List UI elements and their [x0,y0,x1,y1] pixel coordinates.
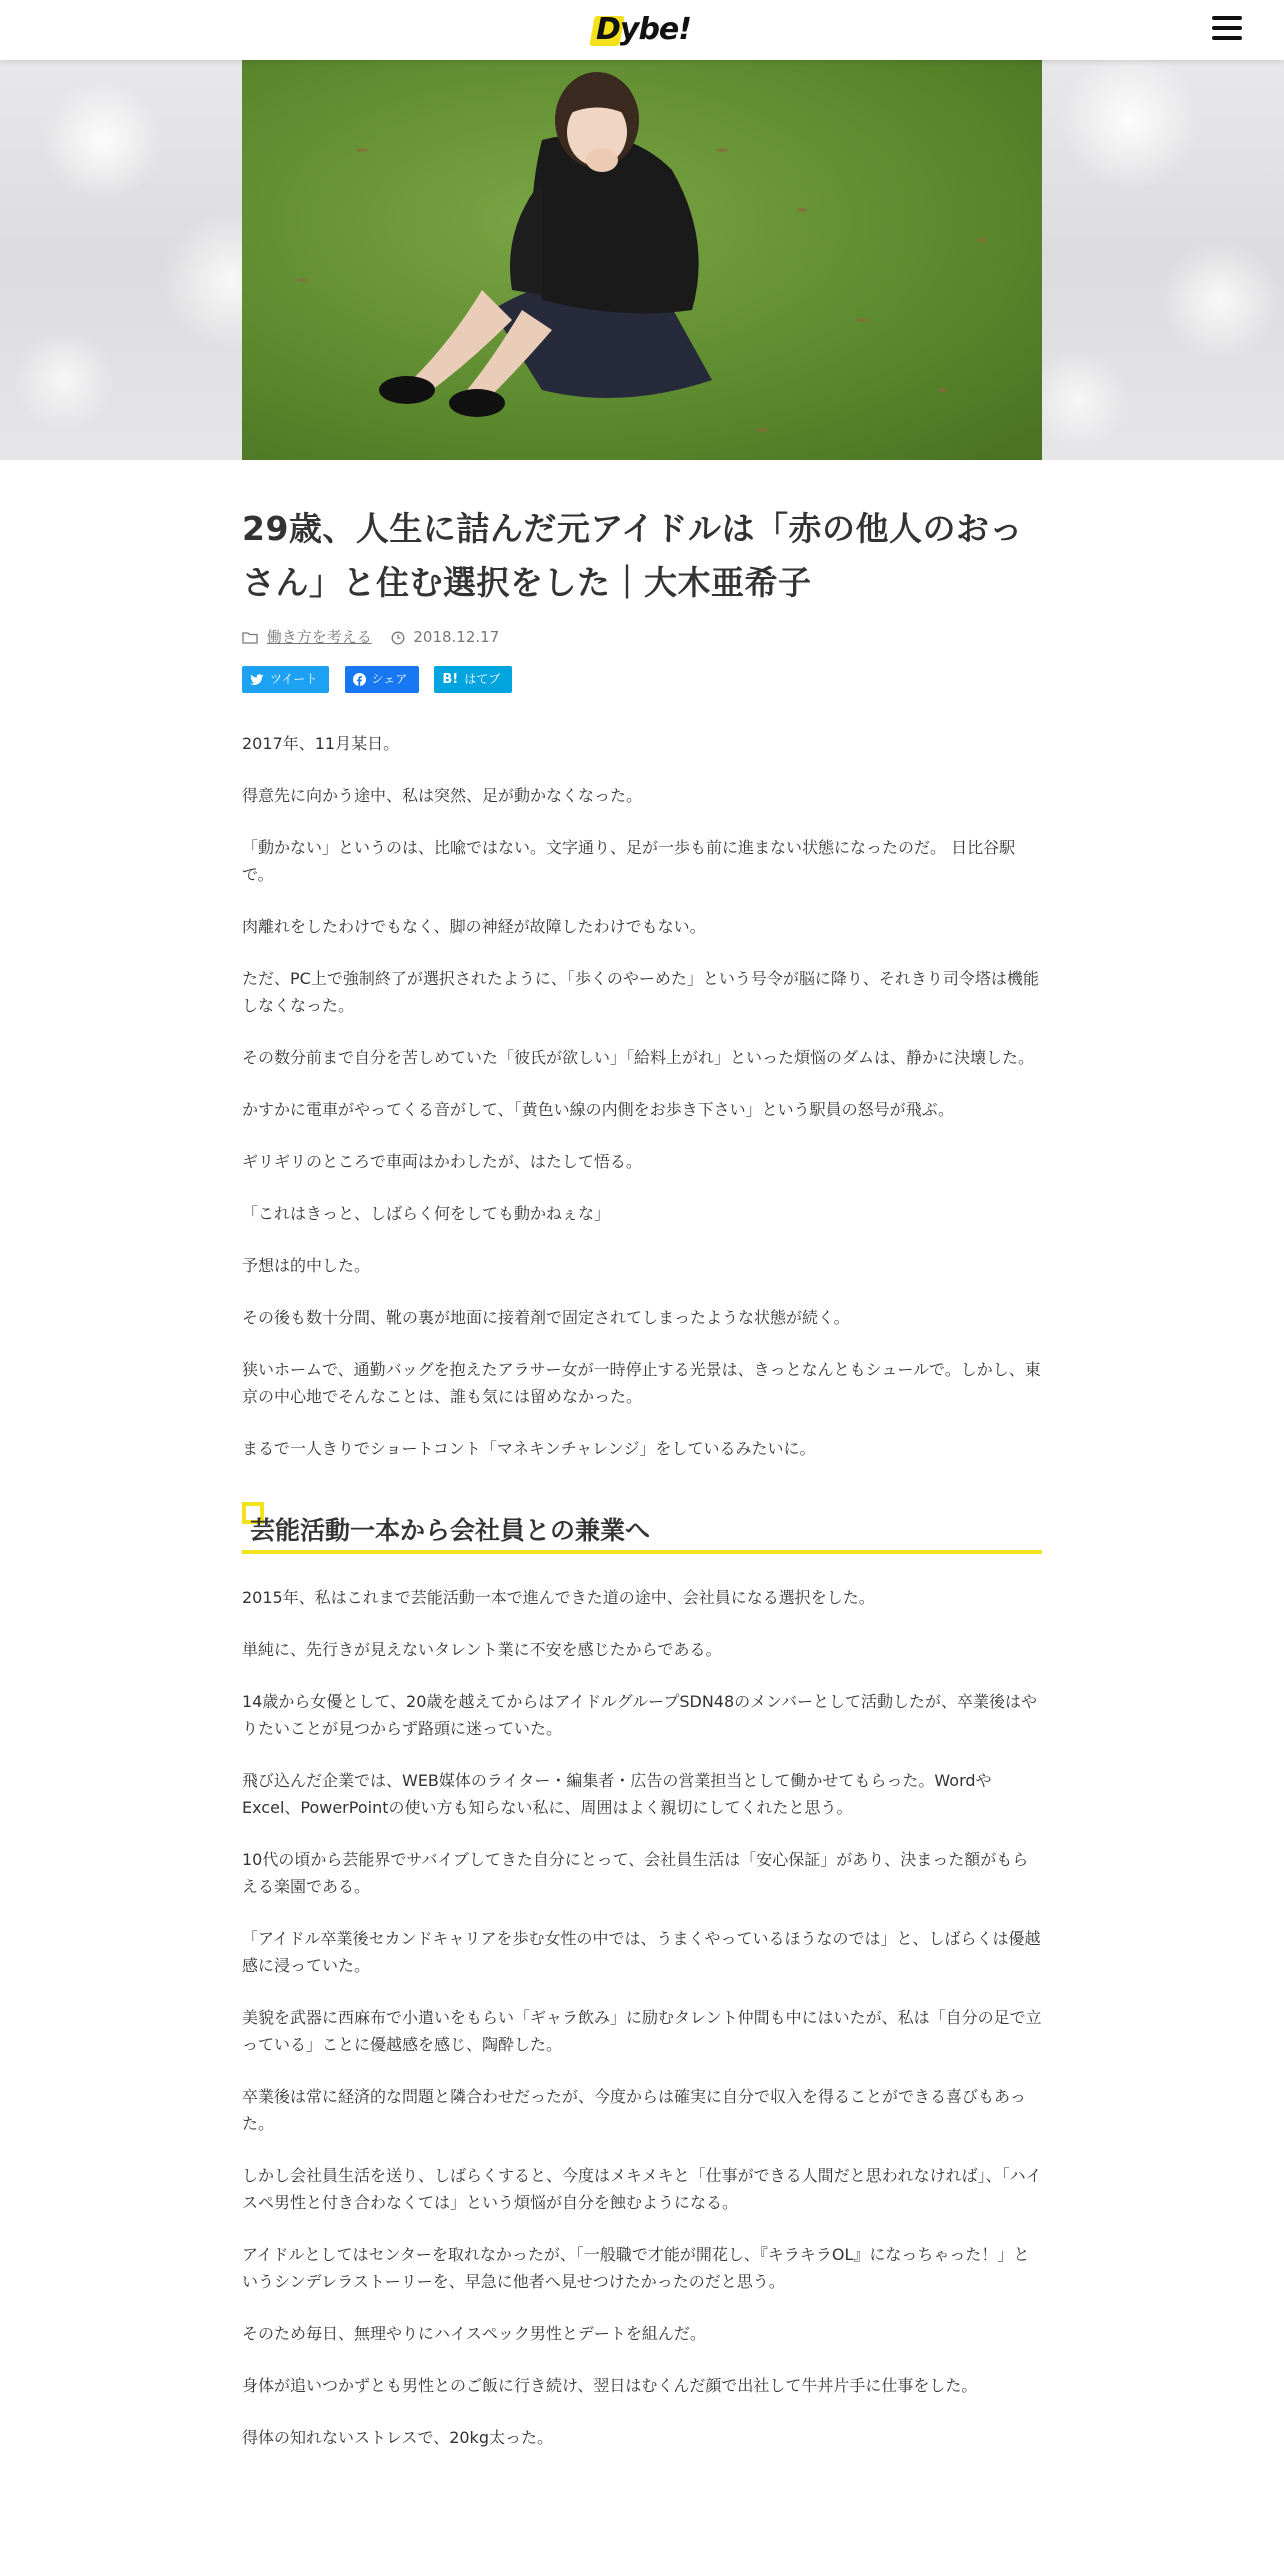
category-link[interactable]: 働き方を考える [266,628,372,646]
site-header [0,0,1284,60]
hatena-icon: B! [442,672,459,687]
facebook-share-button[interactable] [345,666,420,693]
paragraph: 14歳から女優として、20歳を越えてからはアイドルグループSDN48のメンバーとして活動したが、卒業後はやりたいことが見つからず路頭に迷っていた。 [242,1692,1038,1738]
share-buttons [242,666,1042,694]
paragraph: その後も数十分間、靴の裏が地面に接着剤で固定されてしまったような状態が続く。 [242,1308,850,1327]
paragraph: 卒業後は常に経済的な問題と隣合わせだったが、今度からは確実に自分で収入を得ることができる喜びもあった。 [242,2087,1026,2133]
paragraph: まるで一人きりでショートコント「マネキンチャレンジ」をしているみたいに。 [242,1439,816,1458]
paragraph: 美貌を武器に西麻布で小遣いをもらい「ギャラ飲み」に励むタレント仲間も中にはいたが、私は「自分の足で立っている」ことに優越感を感じ、陶酔した。 [242,2008,1042,2054]
publish-date: 2018.12.17 [413,628,500,646]
article-title: 29歳、人生に詰んだ元アイドルは「赤の他人のおっさん」と住む選択をした｜大木亜希子 [242,509,1023,602]
section-heading: 芸能活動一本から会社員との兼業へ [242,1514,1042,1554]
paragraph: その数分前まで自分を苦しめていた「彼氏が欲しい」「給料上がれ」といった煩悩のダムは、静かに決壊した。 [242,1048,1035,1067]
paragraph: 単純に、先行きが見えないタレント業に不安を感じたからである。 [242,1640,722,1659]
tweet-button[interactable] [242,666,329,693]
paragraph: 10代の頃から芸能界でサバイブしてきた自分にとって、会社員生活は「安心保証」があり、決まった額がもらえる楽園である。 [242,1850,1029,1896]
hatena-label: はてブ [464,672,501,686]
paragraph: 得意先に向かう途中、私は突然、足が動かなくなった。 [242,786,643,805]
paragraph: 2017年、11月某日。 [242,734,400,753]
hatena-bookmark-button[interactable] [434,666,512,693]
hero-photo [242,60,1042,460]
logo-text: Dybe! [596,12,691,47]
hamburger-icon [1212,16,1242,20]
paragraph: ギリギリのところで車両はかわしたが、はたして悟る。 [242,1152,642,1171]
twitter-icon [250,674,264,686]
paragraph: しかし会社員生活を送り、しばらくすると、今度はメキメキと「仕事ができる人間だと思われなければ」、「ハイスペ男性と付き合わなくては」という煩悩が自分を蝕むようになる。 [242,2166,1042,2212]
clock-icon [391,631,405,645]
paragraph: 得体の知れないストレスで、20kg太った。 [242,2428,553,2447]
paragraph: 2015年、私はこれまで芸能活動一本で進んできた道の途中、会社員になる選択をした。 [242,1588,875,1607]
article-body [242,730,1042,2451]
hero-banner [0,60,1284,460]
paragraph: 「これはきっと、しばらく何をしても動かねぇな」 [242,1204,611,1223]
paragraph: かすかに電車がやってくる音がして、「黄色い線の内側をお歩き下さい」という駅員の怒号が飛ぶ。 [242,1100,955,1119]
paragraph: 「アイドル卒業後セカンドキャリアを歩む女性の中では、うまくやっているほうなのでは」と、しばらくは優越感に浸っていた。 [242,1929,1041,1975]
paragraph: 肉離れをしたわけでもなく、脚の神経が故障したわけでもない。 [242,917,706,936]
facebook-share-label: シェア [371,672,408,686]
menu-button[interactable] [1212,16,1244,44]
facebook-icon [353,673,366,686]
paragraph: 「動かない」というのは、比喩ではない。文字通り、足が一歩も前に進まない状態になったのだ。 日比谷駅で。 [242,838,1016,884]
article [242,460,1042,2476]
article-meta [242,626,1042,648]
site-logo[interactable] [592,10,692,50]
paragraph: 身体が追いつかずとも男性とのご飯に行き続け、翌日はむくんだ顔で出社して牛丼片手に仕事をした。 [242,2376,978,2395]
paragraph: 予想は的中した。 [242,1256,371,1275]
paragraph: アイドルとしてはセンターを取れなかったが、「一般職で才能が開花し、『キラキラOL』になっちゃった！」というシンデレラストーリーを、早急に他者へ見せつけたかったのだと思う。 [242,2245,1030,2291]
hero-photo-illustration [242,60,1042,460]
paragraph: 飛び込んだ企業では、WEB媒体のライター・編集者・広告の営業担当として働かせてもらった。WordやExcel、PowerPointの使い方も知らない私に、周囲はよく親切にしてくれたと思う。 [242,1771,992,1817]
paragraph: 狭いホームで、通勤バッグを抱えたアラサー女が一時停止する光景は、きっとなんともシュールで。しかし、東京の中心地でそんなことは、誰も気には留めなかった。 [242,1360,1041,1406]
tweet-label: ツイート [270,672,318,686]
folder-icon [242,631,258,644]
paragraph: そのため毎日、無理やりにハイスペック男性とデートを組んだ。 [242,2324,706,2343]
paragraph: ただ、PC上で強制終了が選択されたように、「歩くのやーめた」という号令が脳に降り、それきり司令塔は機能しなくなった。 [242,969,1039,1015]
